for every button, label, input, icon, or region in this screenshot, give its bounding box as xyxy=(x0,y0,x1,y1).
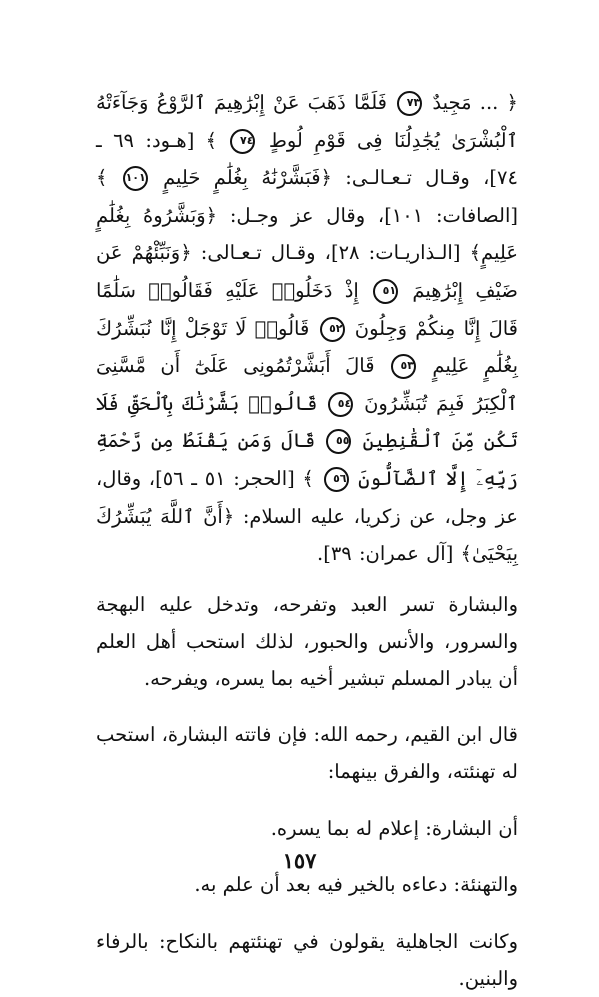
page-content xyxy=(96,84,519,990)
verse-text: ﴾ [هـود: ٦٩ ـ ٧٤]، وقـال تـعـالـى: ﴿فَبَشَّرْنَٰهُ بِغُلَٰمٍ حَلِيمٍ xyxy=(96,128,518,190)
ayah-marker-53: ٥٣ xyxy=(391,354,416,379)
paragraph-tahnia-definition: والتهنئة: دعاءه بالخير فيه بعد أن علم به. xyxy=(194,873,518,897)
verse-text: ﴾ [الصافات: ١٠١]، وقال عز وجـل: ﴿وَبَشَّرُوهُ بِغُلَٰمٍ عَلِيمٍ﴾ [الـذاريـات: ٢٨]، وقـال تـعـالى: ﴿وَنَبِّئْهُمْ عَن ضَيْفِ إِبْرَٰهِيمَ xyxy=(96,166,518,302)
ayah-marker-54: ٥٤ xyxy=(328,392,353,417)
verse-text: قَالَ وَمَن يَقْنَطُ مِن رَّحْمَةِ رَبِّهِۦٓ إِلَّا ٱلضَّآلُّونَ xyxy=(96,429,518,490)
ayah-marker-101: ١٠١ xyxy=(123,166,148,191)
verse-text: إِذْ دَخَلُوا۟ عَلَيْهِ فَقَالُوا۟ سَلَٰمًا قَالَ إِنَّا مِنكُمْ وَجِلُونَ xyxy=(96,278,519,340)
verse-text: قَالُوا۟ بَشَّرْنَٰكَ بِٱلْحَقِّ فَلَا تَكُن مِّنَ ٱلْقَٰنِطِينَ xyxy=(96,391,518,453)
ayah-marker-51: ٥١ xyxy=(373,279,398,304)
paragraph-jahiliyya: وكانت الجاهلية يقولون في تهنئتهم بالنكاح: بالرفاء والبنين. xyxy=(96,929,518,990)
verse-text: فَلَمَّا ذَهَبَ عَنْ إِبْرَٰهِيمَ ٱلرَّوْعُ وَجَآءَتْهُ ٱلْبُشْرَىٰ يُجَٰدِلُنَا فِى قَوْمِ لُوطٍ xyxy=(96,91,518,152)
paragraph-ibn-qayyim: قال ابن القيم، رحمه الله: فإن فاتته البشارة، استحب له تهنئته، والفرق بينهما: xyxy=(96,723,518,784)
quran-citation-block xyxy=(96,84,518,573)
ayah-marker-52: ٥٢ xyxy=(320,317,345,342)
verse-text: ﴿ ... مَجِيدٌ xyxy=(432,91,518,114)
page-number: ١٥٧ xyxy=(282,848,317,873)
verse-text: ﴾ [الحجر: ٥١ ـ ٥٦]، وقال، عز وجل، عن زكريا، عليه السلام: ﴿أَنَّ ٱللَّهَ يُبَشِّرُكَ بِيَحْيَىٰ﴾ [آل عمران: ٣٩]. xyxy=(96,466,518,566)
verse-text: قَالُوا۟ لَا تَوْجَلْ إِنَّا نُبَشِّرُكَ بِغُلَٰمٍ عَلِيمٍ xyxy=(96,316,518,378)
ayah-marker-73: ٧٣ xyxy=(397,91,422,116)
ayah-marker-55: ٥٥ xyxy=(326,429,351,454)
verse-text: قَالَ أَبَشَّرْتُمُونِى عَلَىٰٓ أَن مَّسَّنِىَ ٱلْكِبَرُ فَبِمَ تُبَشِّرُونَ xyxy=(96,354,518,415)
ayah-marker-74: ٧٤ xyxy=(230,129,255,154)
paragraph-bishara-definition: أن البشارة: إعلام له بما يسره. xyxy=(270,816,518,840)
ayah-marker-56: ٥٦ xyxy=(324,467,349,492)
paragraph-glad-tidings: والبشارة تسر العبد وتفرحه، وتدخل عليه البهجة والسرور، والأنس والحبور، لذلك استحب أهل العلم أن يبادر المسلم تبشير أخيه بما يسره، ويفرحه. xyxy=(96,592,518,690)
